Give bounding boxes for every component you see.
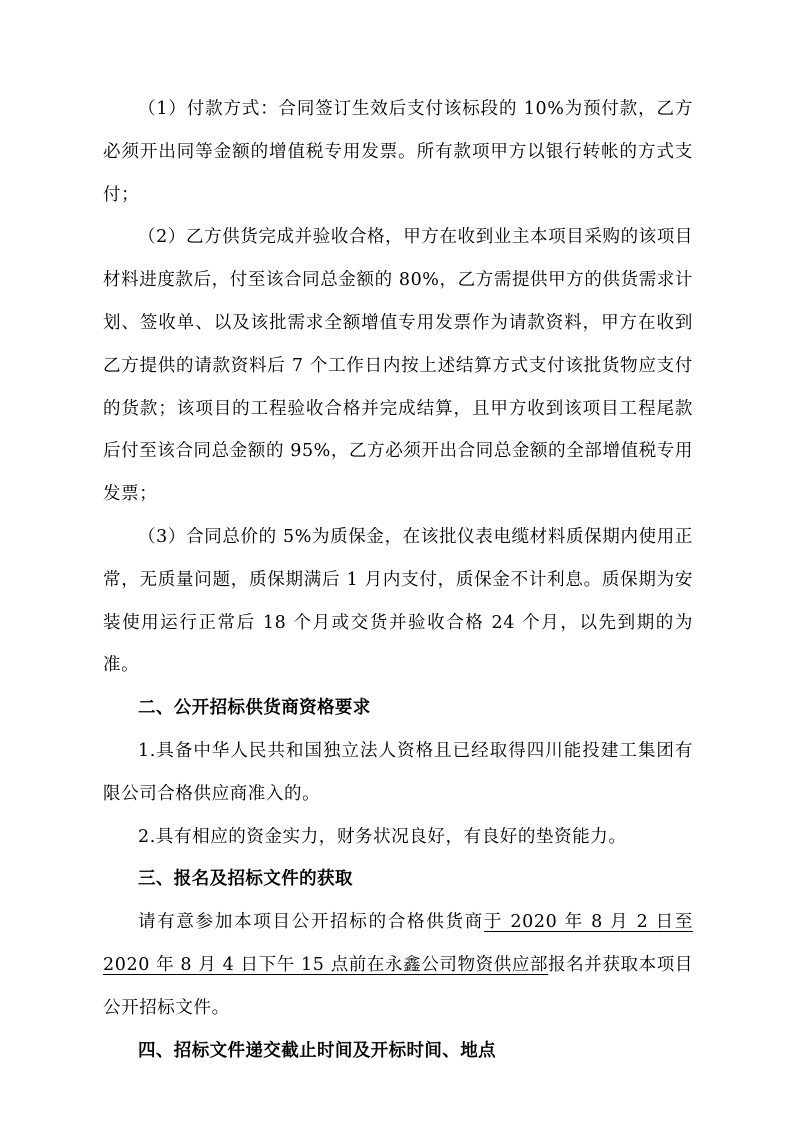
registration-prefix: 请有意参加本项目公开招标的合格供货商 (138, 912, 484, 933)
payment-term-2: （2）乙方供货完成并验收合格，甲方在收到业主本项目采购的该项目材料进度款后，付至该合同总金额的 80%，乙方需提供甲方的供货需求计划、签收单、以及该批需求全额增值专用发票作为请款资料，甲方在收到乙方提供的请款资料后 7 个工作日内按上述结算方式支付该批货物应支付的货款；该项目的工程验收合格并完成结算，且甲方收到该项目工程尾款后付至该合同总金额的 95%，乙方必须开出合同总金额的全部增值税专用发票； (103, 227, 693, 505)
document-page (103, 88, 693, 1072)
section-heading-4: 四、招标文件递交截止时间及开标时间、地点 (138, 1040, 496, 1061)
payment-term-3: （3）合同总价的 5%为质保金，在该批仪表电缆材料质保期内使用正常，无质量问题，质保期满后 1 月内支付，质保金不计利息。质保期为安装使用运行正常后 18 个月或交货并验收合格 24 个月，以先到期的为准。 (103, 526, 693, 676)
registration-suffix: 报名并获取本项目公开招标文件。 (103, 954, 693, 1018)
registration-paragraph (103, 901, 693, 1029)
qualification-2: 2.具有相应的资金实力，财务状况良好，有良好的垫资能力。 (138, 826, 627, 847)
qualification-1: 1.具备中华人民共和国独立法人资格且已经取得四川能投建工集团有限公司合格供应商准入的。 (103, 740, 693, 804)
registration-deadline: 于 2020 年 8 月 2 日至 2020 年 8 月 4 日下午 15 点前在永鑫公司物资供应部 (103, 912, 693, 975)
payment-term-1: （1）付款方式：合同签订生效后支付该标段的 10%为预付款，乙方必须开出同等金额的增值税专用发票。所有款项甲方以银行转帐的方式支付； (103, 99, 693, 205)
section-heading-2: 二、公开招标供货商资格要求 (138, 698, 371, 719)
section-heading-3: 三、报名及招标文件的获取 (138, 869, 353, 890)
